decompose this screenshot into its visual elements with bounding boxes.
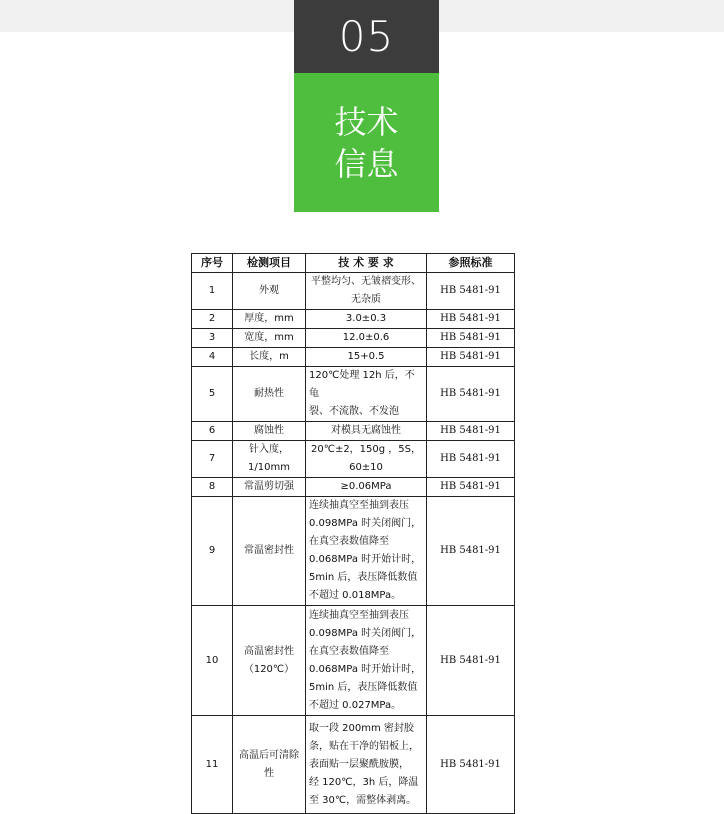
table-row	[192, 422, 515, 441]
cell-requirement-line: 表面贴一层聚酰胺膜，	[309, 758, 409, 770]
cell-no: 9	[192, 497, 233, 606]
cell-requirement-line: 连续抽真空至抽到表压	[309, 609, 409, 621]
cell-requirement-line: ≥0.06MPa	[340, 481, 392, 492]
cell-requirement-line: 5min 后，表压降低数值	[309, 681, 418, 693]
cell-item	[233, 441, 306, 478]
cell-requirement-line: 0.098MPa 时关闭阀门，	[309, 518, 422, 529]
table-row	[192, 348, 515, 367]
cell-requirement	[306, 273, 427, 310]
cell-requirement	[306, 422, 427, 441]
cell-requirement-line: 不超过 0.027MPa。	[309, 699, 402, 711]
section-title-line-1: 技术	[334, 102, 399, 141]
cell-no: 8	[192, 478, 233, 497]
cell-requirement-line: 对模具无腐蚀性	[331, 425, 401, 436]
cell-no: 4	[192, 348, 233, 367]
cell-requirement-line: 取一段 200mm 密封胶	[309, 722, 414, 734]
cell-standard: HB 5481-91	[427, 348, 515, 367]
header-standard: 参照标准	[427, 254, 515, 273]
table-row	[192, 273, 515, 310]
cell-requirement-line: 60±10	[349, 462, 383, 473]
cell-item	[233, 716, 306, 814]
cell-item-line: 外观	[259, 285, 279, 296]
section-title-block	[294, 73, 439, 212]
cell-item	[233, 329, 306, 348]
cell-requirement-line: 3.0±0.3	[345, 313, 387, 324]
cell-requirement-line: 无杂质	[351, 294, 381, 305]
cell-requirement-line: 120℃处理 12h 后，不龟	[309, 370, 415, 399]
section-number: 05	[294, 0, 439, 73]
cell-requirement-line: 条，贴在干净的铝板上，	[309, 740, 419, 752]
cell-requirement-line: 连续抽真空至抽到表压	[309, 500, 409, 511]
header-item: 检测项目	[233, 254, 306, 273]
cell-standard: HB 5481-91	[427, 273, 515, 310]
cell-standard: HB 5481-91	[427, 367, 515, 422]
cell-item-line: 高温密封性	[244, 645, 294, 657]
cell-requirement	[306, 367, 427, 422]
cell-no: 1	[192, 273, 233, 310]
cell-item-line: （120℃）	[243, 663, 295, 675]
cell-requirement-line: 在真空表数值降至	[309, 645, 389, 657]
cell-no: 6	[192, 422, 233, 441]
cell-requirement-line: 经 120℃，3h 后，降温	[309, 776, 419, 788]
cell-standard: HB 5481-91	[427, 606, 515, 716]
cell-requirement-line: 裂、不流散、不发泡	[309, 406, 399, 417]
cell-standard: HB 5481-91	[427, 497, 515, 606]
cell-standard: HB 5481-91	[427, 329, 515, 348]
table-header-row	[192, 254, 515, 273]
cell-requirement-line: 平整均匀、无皱褶变形、	[311, 276, 421, 287]
cell-requirement	[306, 716, 427, 814]
cell-item-line: 宽度，mm	[244, 332, 294, 343]
cell-item	[233, 478, 306, 497]
cell-requirement-line: 20℃±2，150g ，5S，	[310, 444, 422, 455]
cell-item-line: 耐热性	[254, 388, 284, 399]
cell-standard: HB 5481-91	[427, 478, 515, 497]
cell-no: 3	[192, 329, 233, 348]
cell-requirement	[306, 310, 427, 329]
cell-requirement	[306, 348, 427, 367]
cell-no: 10	[192, 606, 233, 716]
cell-item-line: 高温后可清除	[239, 749, 299, 761]
cell-standard: HB 5481-91	[427, 422, 515, 441]
cell-standard: HB 5481-91	[427, 716, 515, 814]
table-row	[192, 606, 515, 716]
table-row	[192, 310, 515, 329]
cell-item-line: 厚度，mm	[244, 313, 294, 324]
cell-requirement-line: 15+0.5	[347, 351, 385, 362]
cell-requirement	[306, 606, 427, 716]
spec-table	[191, 253, 515, 814]
cell-requirement-line: 5min 后，表压降低数值	[309, 572, 418, 583]
header-no: 序号	[192, 254, 233, 273]
cell-standard: HB 5481-91	[427, 310, 515, 329]
cell-requirement-line: 0.098MPa 时关闭阀门，	[309, 627, 422, 639]
cell-requirement	[306, 441, 427, 478]
cell-requirement	[306, 497, 427, 606]
table-row	[192, 329, 515, 348]
cell-requirement	[306, 478, 427, 497]
header-requirement: 技 术 要 求	[306, 254, 427, 273]
table-row	[192, 716, 515, 814]
table-body	[192, 273, 515, 814]
cell-item	[233, 367, 306, 422]
cell-requirement	[306, 329, 427, 348]
cell-item-line: 性	[264, 767, 274, 779]
cell-no: 7	[192, 441, 233, 478]
cell-no: 5	[192, 367, 233, 422]
cell-item	[233, 497, 306, 606]
cell-standard: HB 5481-91	[427, 441, 515, 478]
table-row	[192, 441, 515, 478]
cell-item-line: 常温密封性	[244, 545, 294, 556]
cell-requirement-line: 在真空表数值降至	[309, 536, 389, 547]
table-row	[192, 367, 515, 422]
cell-item	[233, 273, 306, 310]
cell-item	[233, 606, 306, 716]
cell-no: 11	[192, 716, 233, 814]
cell-no: 2	[192, 310, 233, 329]
cell-item	[233, 348, 306, 367]
table-row	[192, 478, 515, 497]
cell-requirement-line: 不超过 0.018MPa。	[309, 590, 402, 601]
cell-item-line: 1/10mm	[248, 462, 290, 473]
cell-requirement-line: 0.068MPa 时开始计时，	[309, 663, 422, 675]
cell-item	[233, 422, 306, 441]
cell-item-line: 常温剪切强	[244, 481, 294, 492]
cell-item	[233, 310, 306, 329]
table-row	[192, 497, 515, 606]
cell-item-line: 长度，m	[249, 351, 289, 362]
cell-requirement-line: 12.0±0.6	[342, 332, 390, 343]
cell-item-line: 针入度，	[249, 444, 289, 455]
cell-requirement-line: 0.068MPa 时开始计时，	[309, 554, 422, 565]
cell-requirement-line: 至 30℃，需整体剥离。	[309, 794, 417, 806]
section-title-line-2: 信息	[334, 144, 399, 183]
cell-item-line: 腐蚀性	[254, 425, 284, 436]
